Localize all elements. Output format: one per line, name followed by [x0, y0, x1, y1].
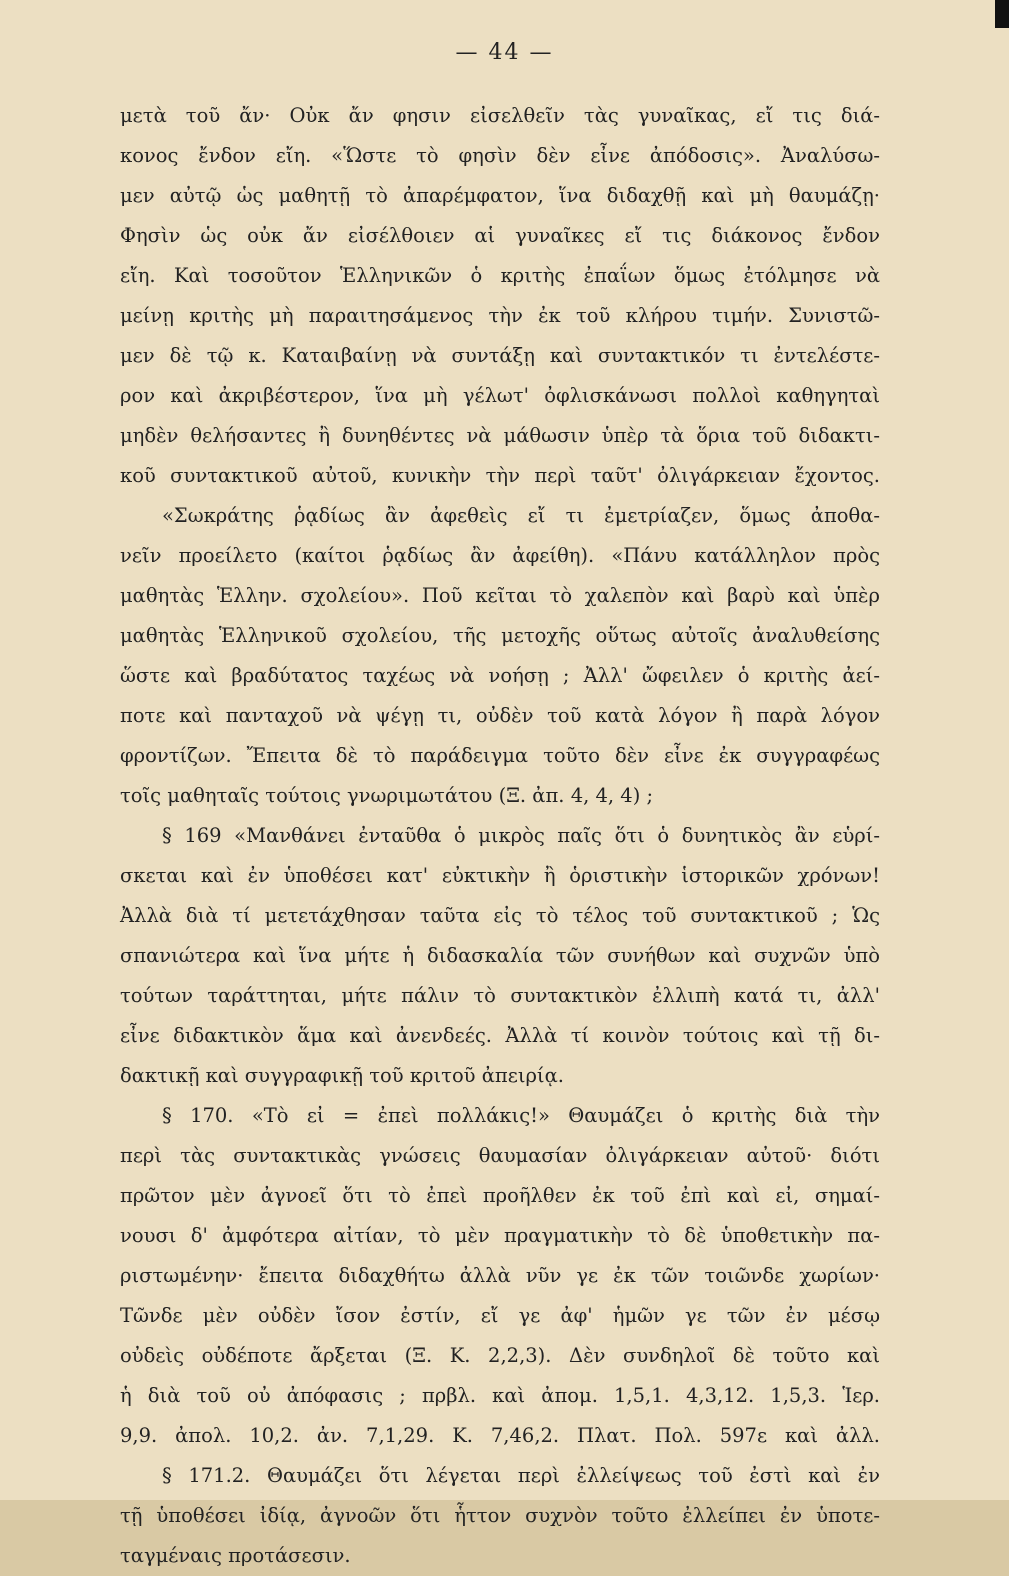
text-line: μείνῃ κριτὴς μὴ παραιτησάμενος τὴν ἐκ τοῦ κλήρου τιμήν. Συνιστῶ- — [120, 304, 880, 327]
text-line: νουσι δ' ἀμφότερα αἰτίαν, τὸ μὲν πραγματικὴν τὸ δὲ ὑποθετικὴν πα- — [120, 1224, 880, 1247]
text-line: § 169 «Μανθάνει ἐνταῦθα ὁ μικρὸς παῖς ὅτι ὁ δυνητικὸς ἂν εὑρί- — [162, 824, 880, 847]
text-line: σπανιώτερα καὶ ἵνα μήτε ἡ διδασκαλία τῶν συνήθων καὶ συχνῶν ὑπὸ — [120, 944, 880, 967]
text-line: ἡ διὰ τοῦ οὐ ἀπόφασις ; πρβλ. καὶ ἀπομ. 1,5,1. 4,3,12. 1,5,3. Ἱερ. — [120, 1384, 880, 1407]
text-line: Τῶνδε μὲν οὐδὲν ἴσον ἐστίν, εἴ γε ἀφ' ἡμῶν γε τῶν ἐν μέσῳ — [120, 1304, 880, 1327]
text-line: εἴη. Καὶ τοσοῦτον Ἑλληνικῶν ὁ κριτὴς ἐπαΐων ὅμως ἐτόλμησε νὰ — [120, 264, 880, 287]
corner-mark — [995, 0, 1009, 28]
text-line: σκεται καὶ ἐν ὑποθέσει κατ' εὐκτικὴν ἢ ὁριστικὴν ἱστορικῶν χρόνων! — [120, 864, 880, 887]
text-line: εἶνε διδακτικὸν ἅμα καὶ ἀνενδεές. Ἀλλὰ τί κοινὸν τούτοις καὶ τῇ δι- — [120, 1024, 880, 1047]
body-text — [120, 96, 880, 1576]
text-line: κονος ἔνδον εἴη. «Ὥστε τὸ φησὶν δὲν εἶνε ἀπόδοσις». Ἀναλύσω- — [120, 144, 880, 167]
text-line: μηδὲν θελήσαντες ἢ δυνηθέντες νὰ μάθωσιν ὑπὲρ τὰ ὅρια τοῦ διδακτι- — [120, 424, 880, 447]
page-number: — 44 — — [455, 40, 554, 65]
text-line: ποτε καὶ πανταχοῦ νὰ ψέγῃ τι, οὐδὲν τοῦ κατὰ λόγον ἢ παρὰ λόγον — [120, 704, 880, 727]
text-line: ρον καὶ ἀκριβέστερον, ἵνα μὴ γέλωτ' ὀφλισκάνωσι πολλοὶ καθηγηταὶ — [120, 384, 880, 407]
text-line: § 171.2. Θαυμάζει ὅτι λέγεται περὶ ἐλλείψεως τοῦ ἐστὶ καὶ ἐν — [162, 1464, 880, 1487]
text-line: φροντίζων. Ἔπειτα δὲ τὸ παράδειγμα τοῦτο δὲν εἶνε ἐκ συγγραφέως — [120, 744, 880, 767]
text-line: Φησὶν ὡς οὐκ ἄν εἰσέλθοιεν αἱ γυναῖκες εἴ τις διάκονος ἔνδον — [120, 224, 880, 247]
text-line: τοῖς μαθηταῖς τούτοις γνωριμωτάτου (Ξ. ἀπ. 4, 4, 4) ; — [120, 784, 654, 807]
text-line: μαθητὰς Ἑλληνικοῦ σχολείου, τῆς μετοχῆς οὕτως αὐτοῖς ἀναλυθείσης — [120, 624, 880, 647]
text-line: πρῶτον μὲν ἀγνοεῖ ὅτι τὸ ἐπεὶ προῆλθεν ἐκ τοῦ ἐπὶ καὶ εἰ, σημαί- — [120, 1184, 880, 1207]
text-line: § 170. «Τὸ εἰ = ἐπεὶ πολλάκις!» Θαυμάζει ὁ κριτὴς διὰ τὴν — [162, 1104, 880, 1127]
text-line: ταγμέναις προτάσεσιν. — [120, 1544, 351, 1567]
text-line: νεῖν προείλετο (καίτοι ῥᾳδίως ἂν ἀφείθη). «Πάνυ κατάλληλον πρὸς — [120, 544, 880, 567]
text-line: «Σωκράτης ῥᾳδίως ἂν ἀφεθεὶς εἴ τι ἐμετρίαζεν, ὅμως ἀποθα- — [162, 504, 880, 527]
text-line: μετὰ τοῦ ἄν· Οὐκ ἄν φησιν εἰσελθεῖν τὰς γυναῖκας, εἴ τις διά- — [120, 104, 880, 127]
text-line: μαθητὰς Ἑλλην. σχολείου». Ποῦ κεῖται τὸ χαλεπὸν καὶ βαρὺ καὶ ὑπὲρ — [120, 584, 880, 607]
text-line: 9,9. ἀπολ. 10,2. ἀν. 7,1,29. Κ. 7,46,2. Πλατ. Πολ. 597ε καὶ ἀλλ. — [120, 1424, 880, 1447]
text-line: ὥστε καὶ βραδύτατος ταχέως νὰ νοήσῃ ; Ἀλλ' ὤφειλεν ὁ κριτὴς ἀεί- — [120, 664, 880, 687]
text-line: περὶ τὰς συντακτικὰς γνώσεις θαυμασίαν ὀλιγάρκειαν αὐτοῦ· διότι — [120, 1144, 880, 1167]
text-line: τῇ ὑποθέσει ἰδίᾳ, ἀγνοῶν ὅτι ἧττον συχνὸν τοῦτο ἐλλείπει ἐν ὑποτε- — [120, 1504, 880, 1527]
text-line: κοῦ συντακτικοῦ αὐτοῦ, κυνικὴν τὴν περὶ ταῦτ' ὀλιγάρκειαν ἔχοντος. — [120, 464, 880, 487]
text-line: τούτων ταράττηται, μήτε πάλιν τὸ συντακτικὸν ἐλλιπὴ κατά τι, ἀλλ' — [120, 984, 880, 1007]
text-line: Ἀλλὰ διὰ τί μετετάχθησαν ταῦτα εἰς τὸ τέλος τοῦ συντακτικοῦ ; Ὡς — [120, 904, 880, 927]
text-line: μεν αὐτῷ ὡς μαθητῇ τὸ ἀπαρέμφατον, ἵνα διδαχθῇ καὶ μὴ θαυμάζῃ· — [120, 184, 880, 207]
text-line: μεν δὲ τῷ κ. Καταιβαίνῃ νὰ συντάξῃ καὶ συντακτικόν τι ἐντελέστε- — [120, 344, 880, 367]
text-line: οὐδεὶς οὐδέποτε ἄρξεται (Ξ. Κ. 2,2,3). Δὲν συνδηλοῖ δὲ τοῦτο καὶ — [120, 1344, 880, 1367]
text-line: δακτικῇ καὶ συγγραφικῇ τοῦ κριτοῦ ἀπειρίᾳ. — [120, 1064, 564, 1087]
text-line: ριστωμένην· ἔπειτα διδαχθήτω ἀλλὰ νῦν γε ἐκ τῶν τοιῶνδε χωρίων· — [120, 1264, 880, 1287]
